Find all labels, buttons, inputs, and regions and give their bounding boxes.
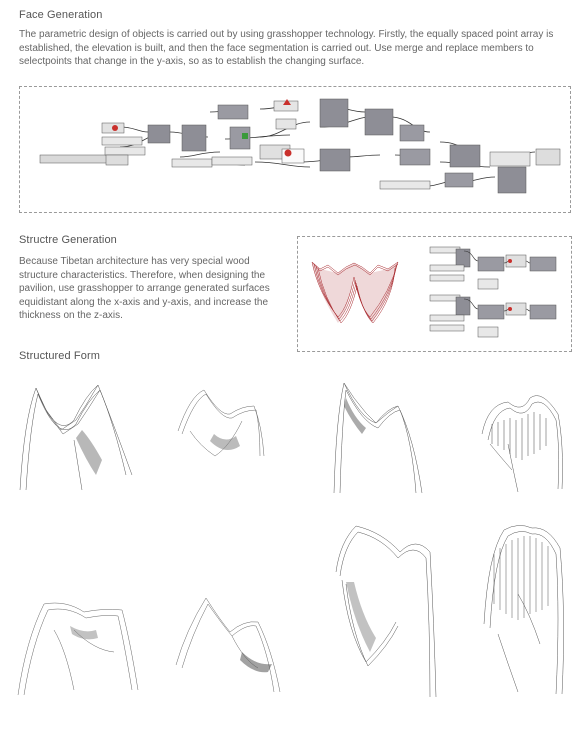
red-surface-render xyxy=(298,237,571,351)
structured-form-render-2 xyxy=(170,386,270,466)
structured-form-render-7 xyxy=(326,512,441,702)
structured-form-render-4 xyxy=(478,384,568,494)
grasshopper-definition-diagram xyxy=(20,87,570,212)
structured-form-render-3 xyxy=(326,378,426,498)
face-generation-heading: Face Generation xyxy=(19,9,103,21)
face-generation-text: The parametric design of objects is carried out by using grasshopper technology. Firstly, the equally spaced point array is established, the elevation is built, and then the face segmentation is carried out. Use merge and replace members to selectpoints that change in the y-axis, so as to establish the changing surface. xyxy=(19,29,554,68)
structured-form-render-8 xyxy=(478,514,573,704)
structured-form-render-5 xyxy=(14,590,144,700)
structured-form-heading: Structured Form xyxy=(19,350,100,362)
structured-form-render-6 xyxy=(172,590,287,700)
structure-generation-text: Because Tibetan architecture has very special wood structure characteristics. Therefore, when designing the pavilion, use grasshopper to arrange generated surfaces equidistant along the x-axis and y-axis, and increase the thickness on the z-axis. xyxy=(19,256,270,322)
structure-generation-heading: Structre Generation xyxy=(19,234,117,246)
structure-panel xyxy=(297,236,572,352)
structured-form-render-1 xyxy=(16,380,136,495)
face-grasshopper-panel xyxy=(19,86,571,213)
